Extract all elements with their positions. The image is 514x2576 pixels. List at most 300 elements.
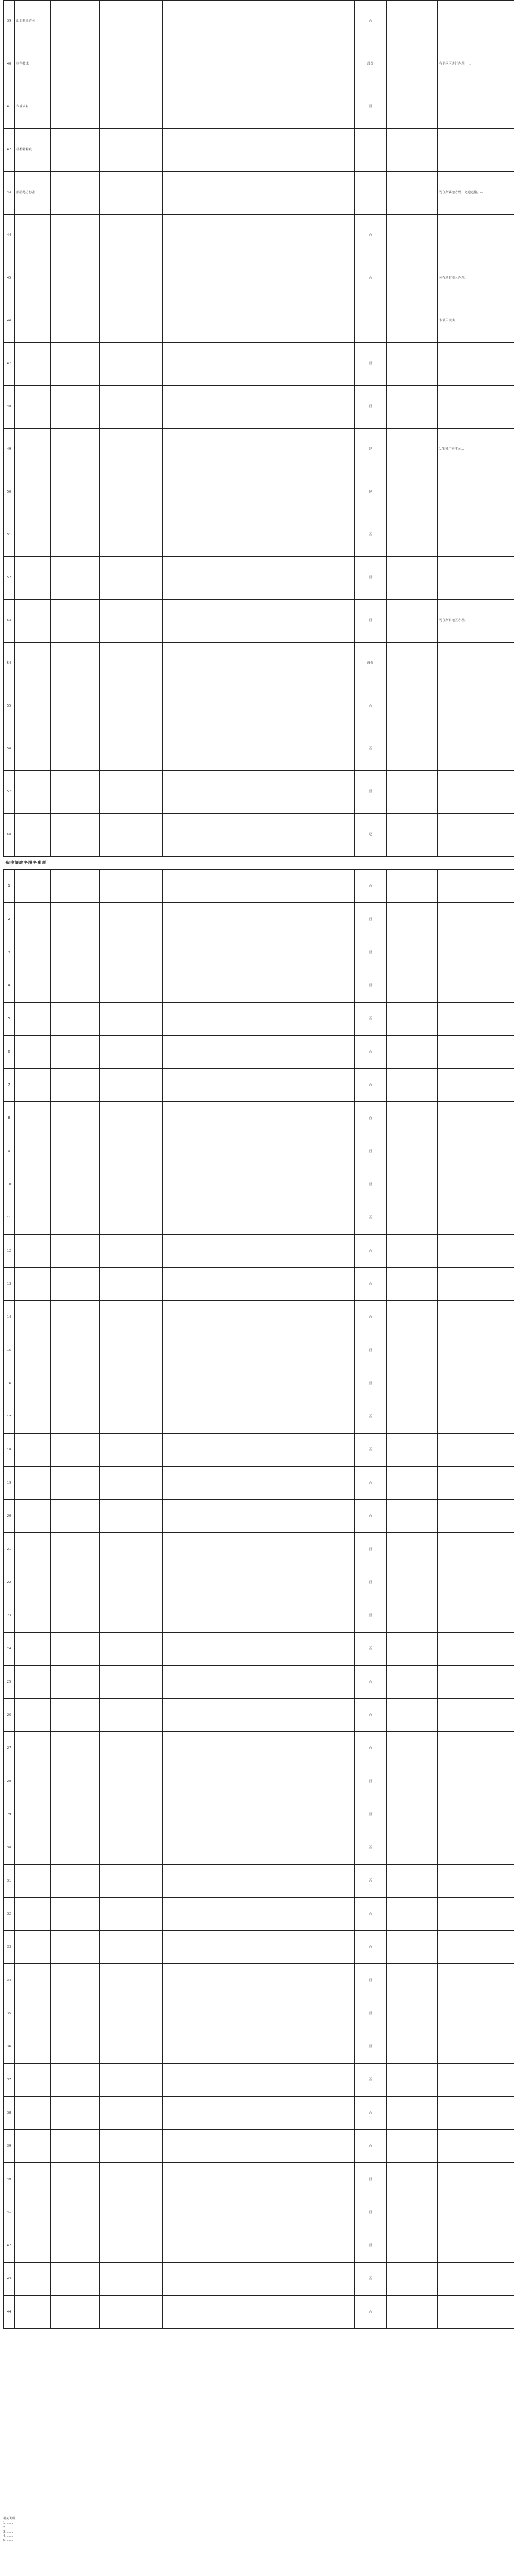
table-cell (232, 215, 271, 257)
table-cell (271, 771, 309, 814)
table-cell (232, 1865, 271, 1898)
footer-line: 相关说明： (3, 2517, 19, 2521)
table-cell (355, 129, 387, 172)
table-cell: 43 (4, 172, 15, 215)
table-cell (100, 1, 163, 43)
table-cell (387, 903, 438, 936)
table-cell (51, 1434, 100, 1467)
table-row (4, 2130, 514, 2163)
table-cell: 否 (355, 1334, 387, 1367)
table-cell (232, 1633, 271, 1666)
table-cell (309, 1633, 355, 1666)
table-row (4, 2196, 514, 2229)
table-cell: 否 (355, 2163, 387, 2196)
table-cell (163, 1997, 232, 2030)
table-cell (100, 514, 163, 557)
table-cell (271, 643, 309, 685)
table-cell (387, 1, 438, 43)
table-cell (309, 2130, 355, 2163)
table-cell (271, 2263, 309, 2296)
table-cell (438, 1334, 514, 1367)
table-cell (309, 343, 355, 386)
table-row (4, 1765, 514, 1798)
table-cell: 40 (4, 43, 15, 86)
table-cell: 否 (355, 386, 387, 429)
table-cell: 1.审核广大市民… (438, 429, 514, 471)
table-cell (100, 2196, 163, 2229)
table-cell (387, 1898, 438, 1931)
table-cell (51, 1467, 100, 1500)
table-cell (15, 685, 51, 728)
table-cell (51, 870, 100, 903)
table-cell (438, 2263, 514, 2296)
table-cell (232, 257, 271, 300)
table-cell (163, 1168, 232, 1201)
table-cell (271, 172, 309, 215)
table-cell (232, 43, 271, 86)
table-cell: 否 (355, 257, 387, 300)
table-cell: 8 (4, 1102, 15, 1135)
table-cell (51, 1168, 100, 1201)
table-cell (271, 1997, 309, 2030)
table-cell (51, 1135, 100, 1168)
table-row (4, 1831, 514, 1865)
table-cell (232, 2196, 271, 2229)
table-cell (438, 814, 514, 857)
table-cell (387, 870, 438, 903)
table-cell: 51 (4, 514, 15, 557)
table-cell (271, 1964, 309, 1997)
table-cell (100, 1434, 163, 1467)
table-cell (387, 1633, 438, 1666)
table-cell (15, 1168, 51, 1201)
table-cell (163, 86, 232, 129)
table-cell (387, 1699, 438, 1732)
table-cell: 39 (4, 1, 15, 43)
table-cell: 否 (355, 1201, 387, 1235)
table-cell (387, 300, 438, 343)
table-cell (387, 1003, 438, 1036)
table-cell: 55 (4, 685, 15, 728)
table-cell (387, 1334, 438, 1367)
table-cell (387, 129, 438, 172)
table-cell (100, 129, 163, 172)
table-cell (163, 1566, 232, 1599)
table-cell (309, 2196, 355, 2229)
table-cell (100, 1268, 163, 1301)
table-cell (438, 1666, 514, 1699)
table-cell (271, 903, 309, 936)
table-cell (15, 2163, 51, 2196)
table-cell: 20 (4, 1500, 15, 1533)
table-cell (163, 1964, 232, 1997)
table-cell: 否 (355, 1235, 387, 1268)
table-cell (387, 1135, 438, 1168)
table-cell: 可在所有地区办理。 (438, 600, 514, 643)
table-cell (100, 1931, 163, 1964)
table-cell (15, 1367, 51, 1400)
table-cell: 否 (355, 2196, 387, 2229)
table-cell (438, 1434, 514, 1467)
table-cell (163, 2064, 232, 2097)
table-cell (387, 1467, 438, 1500)
table-cell (387, 1434, 438, 1467)
table-cell (271, 257, 309, 300)
table-cell (271, 2196, 309, 2229)
table-cell (15, 2229, 51, 2263)
table-cell: 否 (355, 2263, 387, 2296)
table-cell (51, 1633, 100, 1666)
table-cell (100, 1732, 163, 1765)
table-cell (271, 1434, 309, 1467)
table-cell (232, 1268, 271, 1301)
table-cell (271, 814, 309, 857)
table-cell (15, 1732, 51, 1765)
table-cell (100, 2296, 163, 2329)
table-cell (271, 1765, 309, 1798)
table-row (4, 1467, 514, 1500)
table-cell (15, 557, 51, 600)
service-table-2 (3, 869, 514, 2329)
table-cell: 6 (4, 1036, 15, 1069)
table-cell (100, 1235, 163, 1268)
table-cell (51, 936, 100, 969)
table-cell (163, 129, 232, 172)
table-cell (163, 1235, 232, 1268)
table-cell (100, 1467, 163, 1500)
table-cell (51, 2130, 100, 2163)
table-cell (163, 1533, 232, 1566)
table-cell (51, 2196, 100, 2229)
table-cell (15, 2196, 51, 2229)
table-cell: 可在所有地区办理。 (438, 257, 514, 300)
table-cell (100, 2163, 163, 2196)
table-cell (100, 1666, 163, 1699)
table-cell: 57 (4, 771, 15, 814)
table-cell (163, 1201, 232, 1235)
table-cell (15, 257, 51, 300)
table-cell (387, 1533, 438, 1566)
table-cell (51, 1102, 100, 1135)
table-cell (387, 2097, 438, 2130)
table-cell (387, 1301, 438, 1334)
table-cell (309, 870, 355, 903)
table-cell: 28 (4, 1765, 15, 1798)
table-cell (438, 1301, 514, 1334)
table-cell: 42 (4, 2229, 15, 2263)
table-cell (271, 1069, 309, 1102)
table-cell (100, 386, 163, 429)
table-cell (387, 429, 438, 471)
table-cell (438, 2296, 514, 2329)
table-cell: 是 (355, 471, 387, 514)
table-cell (387, 1865, 438, 1898)
table-cell (271, 969, 309, 1003)
table-cell (100, 2263, 163, 2296)
table-cell (232, 2097, 271, 2130)
table-cell (15, 1798, 51, 1831)
section-row (4, 857, 514, 870)
table-cell (232, 1400, 271, 1434)
table-cell (438, 2130, 514, 2163)
table-cell (100, 1201, 163, 1235)
table-cell (438, 1964, 514, 1997)
table-cell (387, 600, 438, 643)
table-cell (438, 86, 514, 129)
table-cell (100, 969, 163, 1003)
table-cell (438, 1036, 514, 1069)
table-cell (271, 2229, 309, 2263)
table-cell: 50 (4, 471, 15, 514)
table-cell: 否 (355, 1135, 387, 1168)
table-cell (163, 1467, 232, 1500)
table-cell (309, 1931, 355, 1964)
footer-line: 2. …… (3, 2525, 13, 2530)
table-cell (100, 1069, 163, 1102)
table-cell (438, 1069, 514, 1102)
table-cell (438, 1533, 514, 1566)
table-row (4, 643, 514, 685)
table-cell (309, 1798, 355, 1831)
table-row (4, 1367, 514, 1400)
table-cell (51, 257, 100, 300)
table-cell (232, 2296, 271, 2329)
table-cell (309, 1732, 355, 1765)
table-cell (438, 386, 514, 429)
table-cell (15, 643, 51, 685)
table-cell (355, 300, 387, 343)
table-cell (51, 903, 100, 936)
table-row (4, 386, 514, 429)
table-cell (100, 685, 163, 728)
table-cell: 否 (355, 1467, 387, 1500)
table-cell (438, 1732, 514, 1765)
table-cell (15, 1898, 51, 1931)
service-table-1 (3, 0, 514, 869)
table-row (4, 1201, 514, 1235)
table-cell (163, 1434, 232, 1467)
table-cell (271, 2296, 309, 2329)
table-cell (387, 514, 438, 557)
table-cell (271, 386, 309, 429)
table-cell (15, 771, 51, 814)
table-cell (100, 557, 163, 600)
table-cell: 部分 (355, 43, 387, 86)
table-cell (438, 1931, 514, 1964)
table-cell: 38 (4, 2097, 15, 2130)
table-cell (309, 728, 355, 771)
table-cell: 25 (4, 1666, 15, 1699)
table-cell (15, 1666, 51, 1699)
table-row (4, 870, 514, 903)
table-cell (100, 1599, 163, 1633)
table-cell (100, 1898, 163, 1931)
table-cell: 否 (355, 343, 387, 386)
table-cell: 34 (4, 1964, 15, 1997)
table-cell: 出口检验许可 (15, 1, 51, 43)
table-row (4, 1500, 514, 1533)
table-cell: 52 (4, 557, 15, 600)
table-cell (163, 514, 232, 557)
table-cell (271, 1865, 309, 1898)
table-row (4, 2030, 514, 2064)
table-cell: 否 (355, 1069, 387, 1102)
table-cell: 17 (4, 1400, 15, 1434)
table-cell (15, 2296, 51, 2329)
table-cell (15, 1036, 51, 1069)
table-row (4, 1268, 514, 1301)
table-cell (100, 1400, 163, 1434)
table-cell: 29 (4, 1798, 15, 1831)
table-cell (100, 2064, 163, 2097)
table-cell (232, 1301, 271, 1334)
table-cell (438, 2229, 514, 2263)
table-cell (100, 2130, 163, 2163)
table-cell (15, 1633, 51, 1666)
table-cell (232, 1069, 271, 1102)
table-row (4, 969, 514, 1003)
table-cell (15, 1268, 51, 1301)
table-cell (163, 557, 232, 600)
table-cell (232, 1699, 271, 1732)
table-cell: 23 (4, 1599, 15, 1633)
table-cell (232, 1434, 271, 1467)
table-cell (163, 814, 232, 857)
table-cell (100, 2030, 163, 2064)
table-cell (271, 1102, 309, 1135)
table-cell (163, 43, 232, 86)
table-cell (232, 1765, 271, 1798)
table-cell (387, 2163, 438, 2196)
table-cell (232, 870, 271, 903)
table-cell: 27 (4, 1732, 15, 1765)
table-cell (51, 1964, 100, 1997)
table-cell (309, 1135, 355, 1168)
table-cell (163, 2130, 232, 2163)
table-cell: 11 (4, 1201, 15, 1235)
table-cell (163, 2263, 232, 2296)
table-cell (163, 903, 232, 936)
table-cell (100, 215, 163, 257)
table-cell (387, 257, 438, 300)
table-row (4, 1334, 514, 1367)
table-cell: 42 (4, 129, 15, 172)
table-cell: 否 (355, 1666, 387, 1699)
table-cell (15, 1997, 51, 2030)
table-cell: 旅游地方标准 (15, 172, 51, 215)
table-cell (51, 343, 100, 386)
table-cell (51, 1069, 100, 1102)
table-cell: 15 (4, 1334, 15, 1367)
table-cell: 30 (4, 1831, 15, 1865)
table-cell (51, 2097, 100, 2130)
table-cell (355, 172, 387, 215)
table-cell (15, 1467, 51, 1500)
table-cell: 21 (4, 1533, 15, 1566)
table-cell (232, 1201, 271, 1235)
table-cell (163, 936, 232, 969)
table-cell (438, 1997, 514, 2030)
table-cell: 科学技术 (15, 43, 51, 86)
table-cell (163, 1732, 232, 1765)
table-row (4, 814, 514, 857)
table-row (4, 557, 514, 600)
table-cell (271, 514, 309, 557)
table-cell (387, 728, 438, 771)
table-cell: 9 (4, 1135, 15, 1168)
table-cell (100, 172, 163, 215)
table-row (4, 2263, 514, 2296)
table-cell: 35 (4, 1997, 15, 2030)
table-cell (100, 903, 163, 936)
table-cell (100, 2229, 163, 2263)
table-cell (100, 1997, 163, 2030)
table-cell (309, 1533, 355, 1566)
table-cell (438, 685, 514, 728)
table-cell (51, 514, 100, 557)
table-cell (100, 1367, 163, 1400)
table-cell (438, 2163, 514, 2196)
table-row (4, 1997, 514, 2030)
table-cell (387, 343, 438, 386)
table-cell (438, 1699, 514, 1732)
table-cell (15, 1235, 51, 1268)
table-cell: 否 (355, 1400, 387, 1434)
table-cell (271, 1268, 309, 1301)
table-cell (309, 1036, 355, 1069)
table-cell (387, 1168, 438, 1201)
table-cell (232, 1, 271, 43)
table-cell: 否 (355, 2229, 387, 2263)
table-cell (387, 1069, 438, 1102)
table-cell: 37 (4, 2064, 15, 2097)
table-cell (438, 1367, 514, 1400)
table-cell (387, 2196, 438, 2229)
table-cell (271, 1235, 309, 1268)
table-cell (232, 1831, 271, 1865)
table-row (4, 2229, 514, 2263)
table-cell: 58 (4, 814, 15, 857)
table-cell (15, 1400, 51, 1434)
table-cell (271, 2064, 309, 2097)
table-cell (163, 1301, 232, 1334)
table-cell (232, 1533, 271, 1566)
table-cell (309, 1964, 355, 1997)
table-cell (271, 43, 309, 86)
table-cell (51, 1235, 100, 1268)
table-cell (15, 1533, 51, 1566)
table-cell (51, 1865, 100, 1898)
table-cell (271, 557, 309, 600)
table-cell (163, 1400, 232, 1434)
table-cell (100, 300, 163, 343)
table-cell (438, 1566, 514, 1599)
table-cell (438, 1201, 514, 1235)
table-cell (15, 1831, 51, 1865)
table-cell: 24 (4, 1633, 15, 1666)
table-cell (232, 1135, 271, 1168)
table-cell: 41 (4, 86, 15, 129)
table-cell (271, 1400, 309, 1434)
table-cell (387, 2263, 438, 2296)
table-cell (271, 936, 309, 969)
table-cell: 否 (355, 1500, 387, 1533)
table-cell (232, 728, 271, 771)
table-cell (232, 2064, 271, 2097)
table-cell (387, 1798, 438, 1831)
table-cell (271, 2130, 309, 2163)
table-cell (387, 2229, 438, 2263)
